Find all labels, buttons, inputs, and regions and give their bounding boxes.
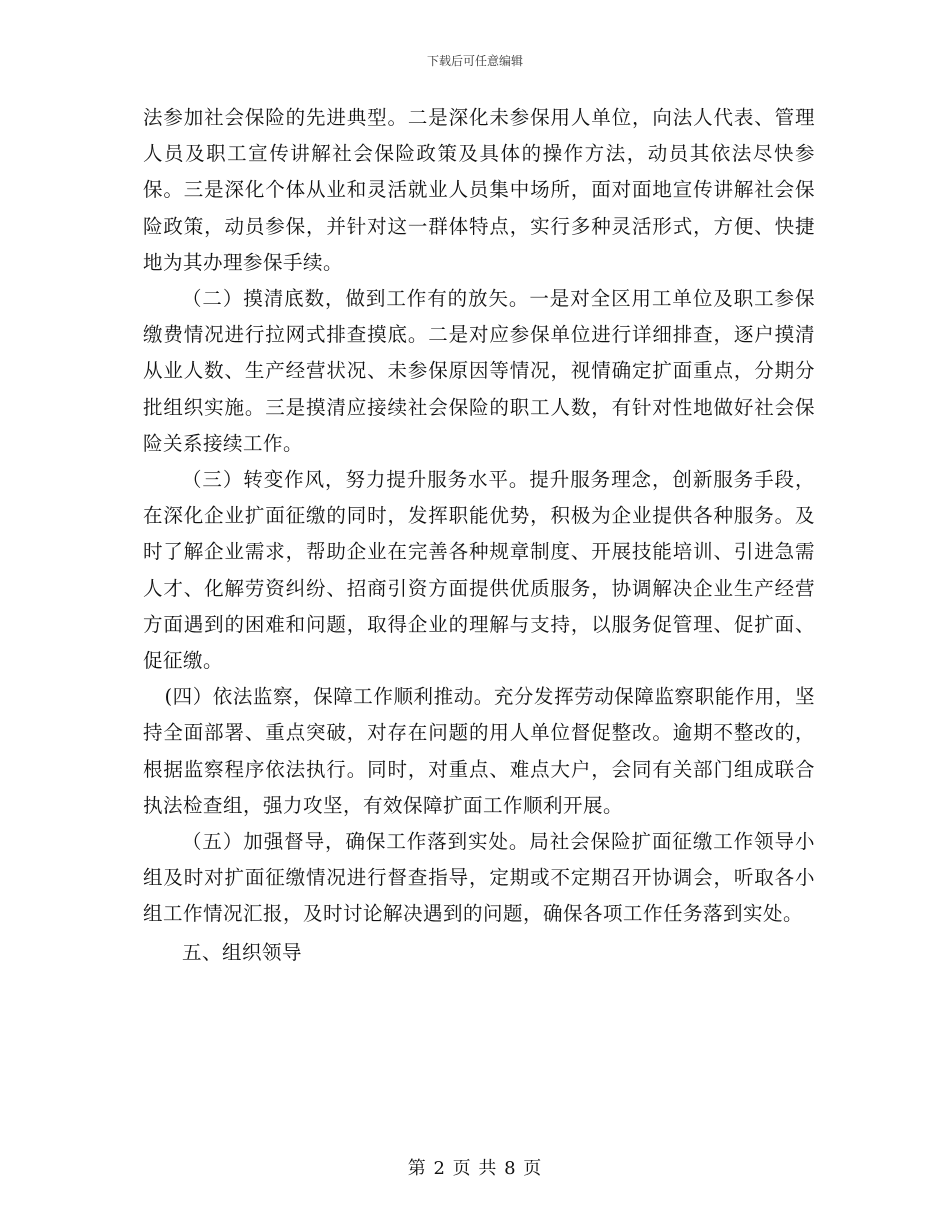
page-footer: 第 2 页 共 8 页 bbox=[407, 1158, 543, 1179]
paragraph-section-5: （五）加强督导，确保工作落到实处。局社会保险扩面征缴工作领导小组及时对扩面征缴情况进行督查指导，定期或不定期召开协调会，听取各小组工作情况汇报，及时讨论解决遇到的问题，确保各项工作任务落到实处。 bbox=[143, 830, 815, 926]
paragraph-section-4: (四）依法监察，保障工作顺利推动。充分发挥劳动保障监察职能作用，坚持全面部署、重点突破，对存在问题的用人单位督促整改。逾期不整改的，根据监察程序依法执行。同时，对重点、难点大户，会同有关部门组成联合执法检查组，强力攻坚，有效保障扩面工作顺利开展。 bbox=[143, 685, 815, 817]
document-body bbox=[143, 100, 815, 971]
paragraph-continuation: 法参加社会保险的先进典型。二是深化未参保用人单位，向法人代表、管理人员及职工宣传讲解社会保险政策及具体的操作方法，动员其依法尽快参保。三是深化个体从业和灵活就业人员集中场所，面对面地宣传讲解社会保险政策，动员参保，并针对这一群体特点，实行多种灵活形式，方便、快捷地为其办理参保手续。 bbox=[143, 106, 815, 274]
paragraph-section-3: （三）转变作风，努力提升服务水平。提升服务理念，创新服务手段，在深化企业扩面征缴的同时，发挥职能优势，积极为企业提供各种服务。及时了解企业需求，帮助企业在完善各种规章制度、开展技能培训、引进急需人才、化解劳资纠纷、招商引资方面提供优质服务，协调解决企业生产经营方面遇到的困难和问题，取得企业的理解与支持，以服务促管理、促扩面、促征缴。 bbox=[143, 468, 815, 673]
page-header: 下载后可任意编辑 bbox=[426, 54, 523, 68]
section-heading-organization: 五、组织领导 bbox=[182, 940, 303, 964]
paragraph-section-2: （二）摸清底数，做到工作有的放矢。一是对全区用工单位及职工参保缴费情况进行拉网式排查摸底。二是对应参保单位进行详细排查，逐户摸清从业人数、生产经营状况、未参保原因等情况，视情确定扩面重点，分期分批组织实施。三是摸清应接续社会保险的职工人数，有针对性地做好社会保险关系接续工作。 bbox=[143, 287, 815, 455]
